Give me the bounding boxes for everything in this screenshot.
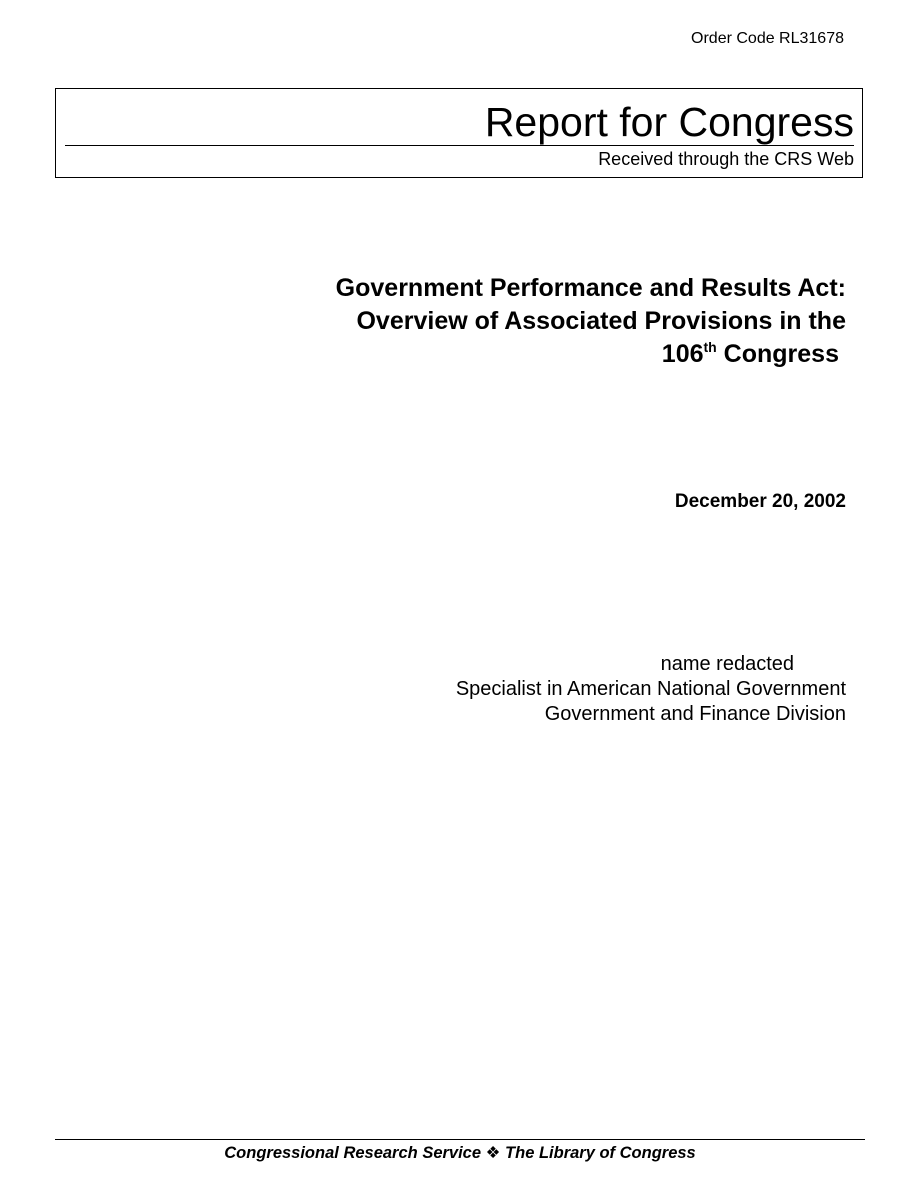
footer (0, 1143, 920, 1163)
footer-divider (55, 1139, 865, 1140)
footer-library: The Library of Congress (505, 1144, 696, 1162)
congress-label: Congress (716, 340, 839, 368)
author-name: name redacted (660, 653, 794, 675)
diamond-separator-icon: ❖ (485, 1144, 501, 1162)
order-code: Order Code RL31678 (691, 30, 844, 47)
report-title-line-2: Overview of Associated Provisions in the (356, 307, 846, 335)
report-header-subtitle: Received through the CRS Web (598, 149, 854, 169)
report-title-line-1: Government Performance and Results Act: (335, 274, 846, 302)
congress-number: 106 (661, 340, 704, 368)
header-divider (65, 145, 854, 146)
report-date: December 20, 2002 (674, 491, 846, 512)
report-title (226, 272, 846, 371)
author-block (456, 652, 846, 727)
report-title-line-3 (226, 338, 846, 371)
author-division: Government and Finance Division (544, 703, 846, 725)
ordinal-suffix: th (703, 339, 717, 355)
report-header-title: Report for Congress (484, 99, 854, 145)
author-position: Specialist in American National Government (455, 678, 846, 700)
footer-crs: Congressional Research Service (224, 1144, 482, 1162)
report-header-box (55, 88, 863, 178)
